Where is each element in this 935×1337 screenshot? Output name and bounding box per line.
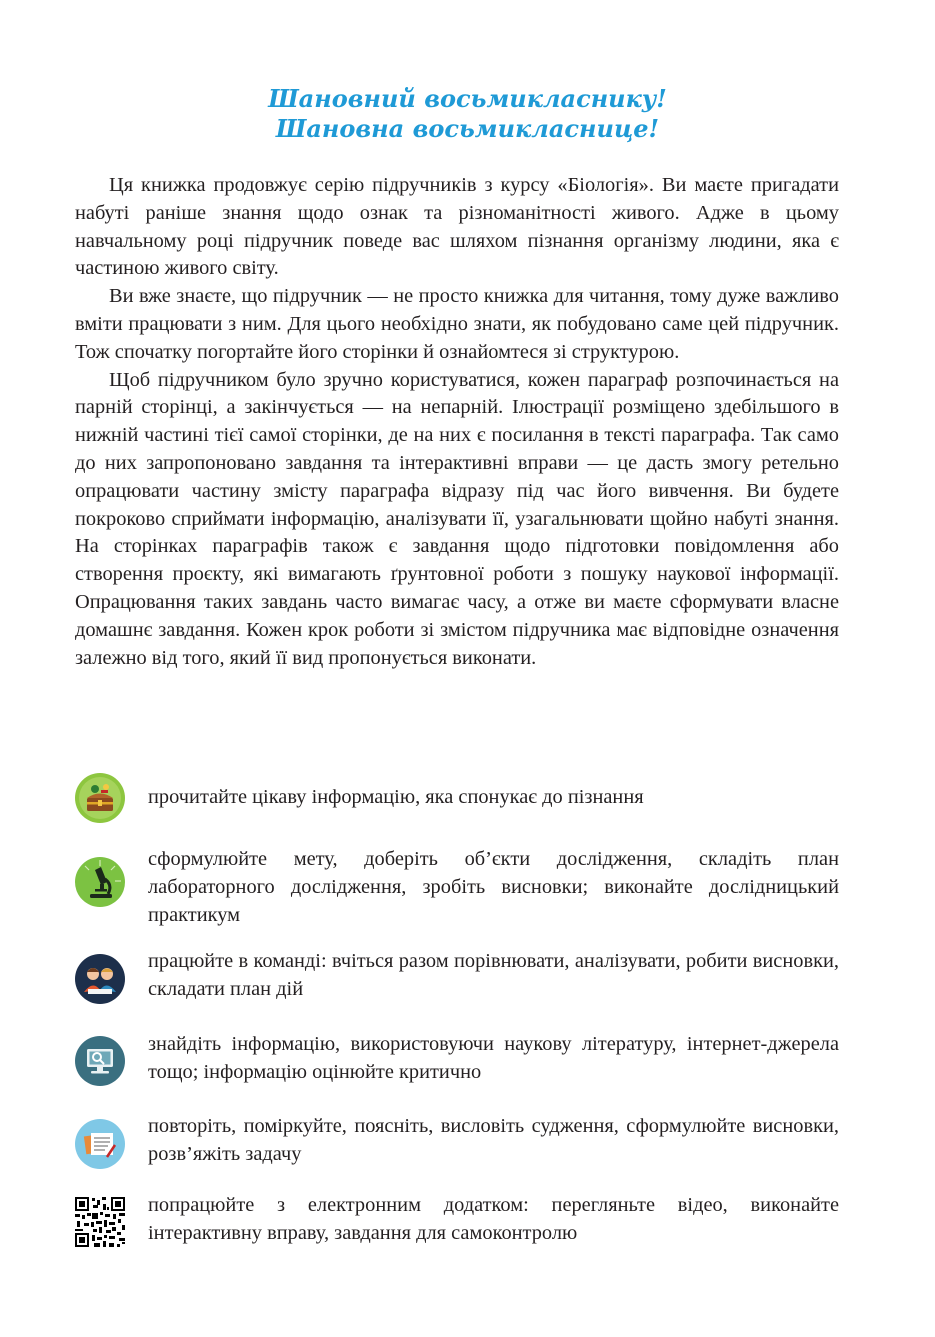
microscope-icon [75, 857, 125, 907]
notes-icon [75, 1119, 125, 1169]
legend-text: працюйте в команді: вчіться разом порівнювати, аналізувати, робити висновки, складати план дій [148, 950, 839, 1000]
computer-search-icon [75, 1036, 125, 1086]
team-icon [75, 954, 125, 1004]
intro-paragraph: Щоб підручником було зручно користуватися, кожен параграф розпочинається на парній сторінці, а закінчується — на непарній. Ілюстрації розміщено здебільшого в нижній частині тієї самої сторінки, де на них є посилання в тексті параграфа. Так само до них запропоновано завдання та інтерактивні вправи — це дасть змогу ретельно опрацювати частину змісту параграфа відразу під час його вивчення. Ви будете покроково сприймати інформацію, аналізувати її, узагальнювати щойно набуті знання. На сторінках параграфів також є завдання щодо підготовки повідомлення або створення проєкту, які вимагають ґрунтовної роботи з пошуку наукової інформації. Опрацювання таких завдань часто вимагає часу, а отже ви маєте сформувати власне домашнє завдання. Кожен крок роботи зі змістом підручника має відповідне означення залежно від того, який її вид пропонується виконати. [75, 368, 839, 669]
legend-text: знайдіть інформацію, використовуючи наукову літературу, інтернет-джерела тощо; інформацію оцінюйте критично [148, 1033, 839, 1083]
intro-paragraph: Ця книжка продовжує серію підручників з курсу «Біологія». Ви маєте пригадати набуті раніше знання щодо ознак та різноманітності живого. Адже в цьому навчальному році підручник поведе вас шляхом пізнання організму людини, яка є частиною живого світу. [75, 174, 839, 280]
legend-text: попрацюйте з електронним додатком: перегляньте відео, виконайте інтерактивну вправу, завдання для самоконтролю [148, 1194, 839, 1244]
intro-text [75, 172, 839, 672]
legend-text: прочитайте цікаву інформацію, яка спонукає до пізнання [148, 786, 644, 808]
legend-text: сформулюйте мету, доберіть об’єкти дослідження, складіть план лабораторного дослідження, зробіть висновки; виконайте дослідницький практикум [148, 848, 839, 926]
treasure-chest-icon [75, 773, 125, 823]
intro-paragraph: Ви вже знаєте, що підручник — не просто книжка для читання, тому дуже важливо вміти працювати з ним. Для цього необхідно знати, як побудовано саме цей підручник. Тож спочатку погортайте його сторінки й ознайомтеся зі структурою. [75, 285, 839, 363]
qr-code-icon [75, 1197, 125, 1247]
page-heading [0, 84, 935, 144]
legend-text: повторіть, поміркуйте, поясніть, висловіть судження, сформулюйте висновки, розв’яжіть задачу [148, 1115, 839, 1165]
heading-line-2: Шановна восьмикласнице! [275, 114, 660, 143]
heading-line-1: Шановний восьмикласнику! [268, 84, 667, 113]
